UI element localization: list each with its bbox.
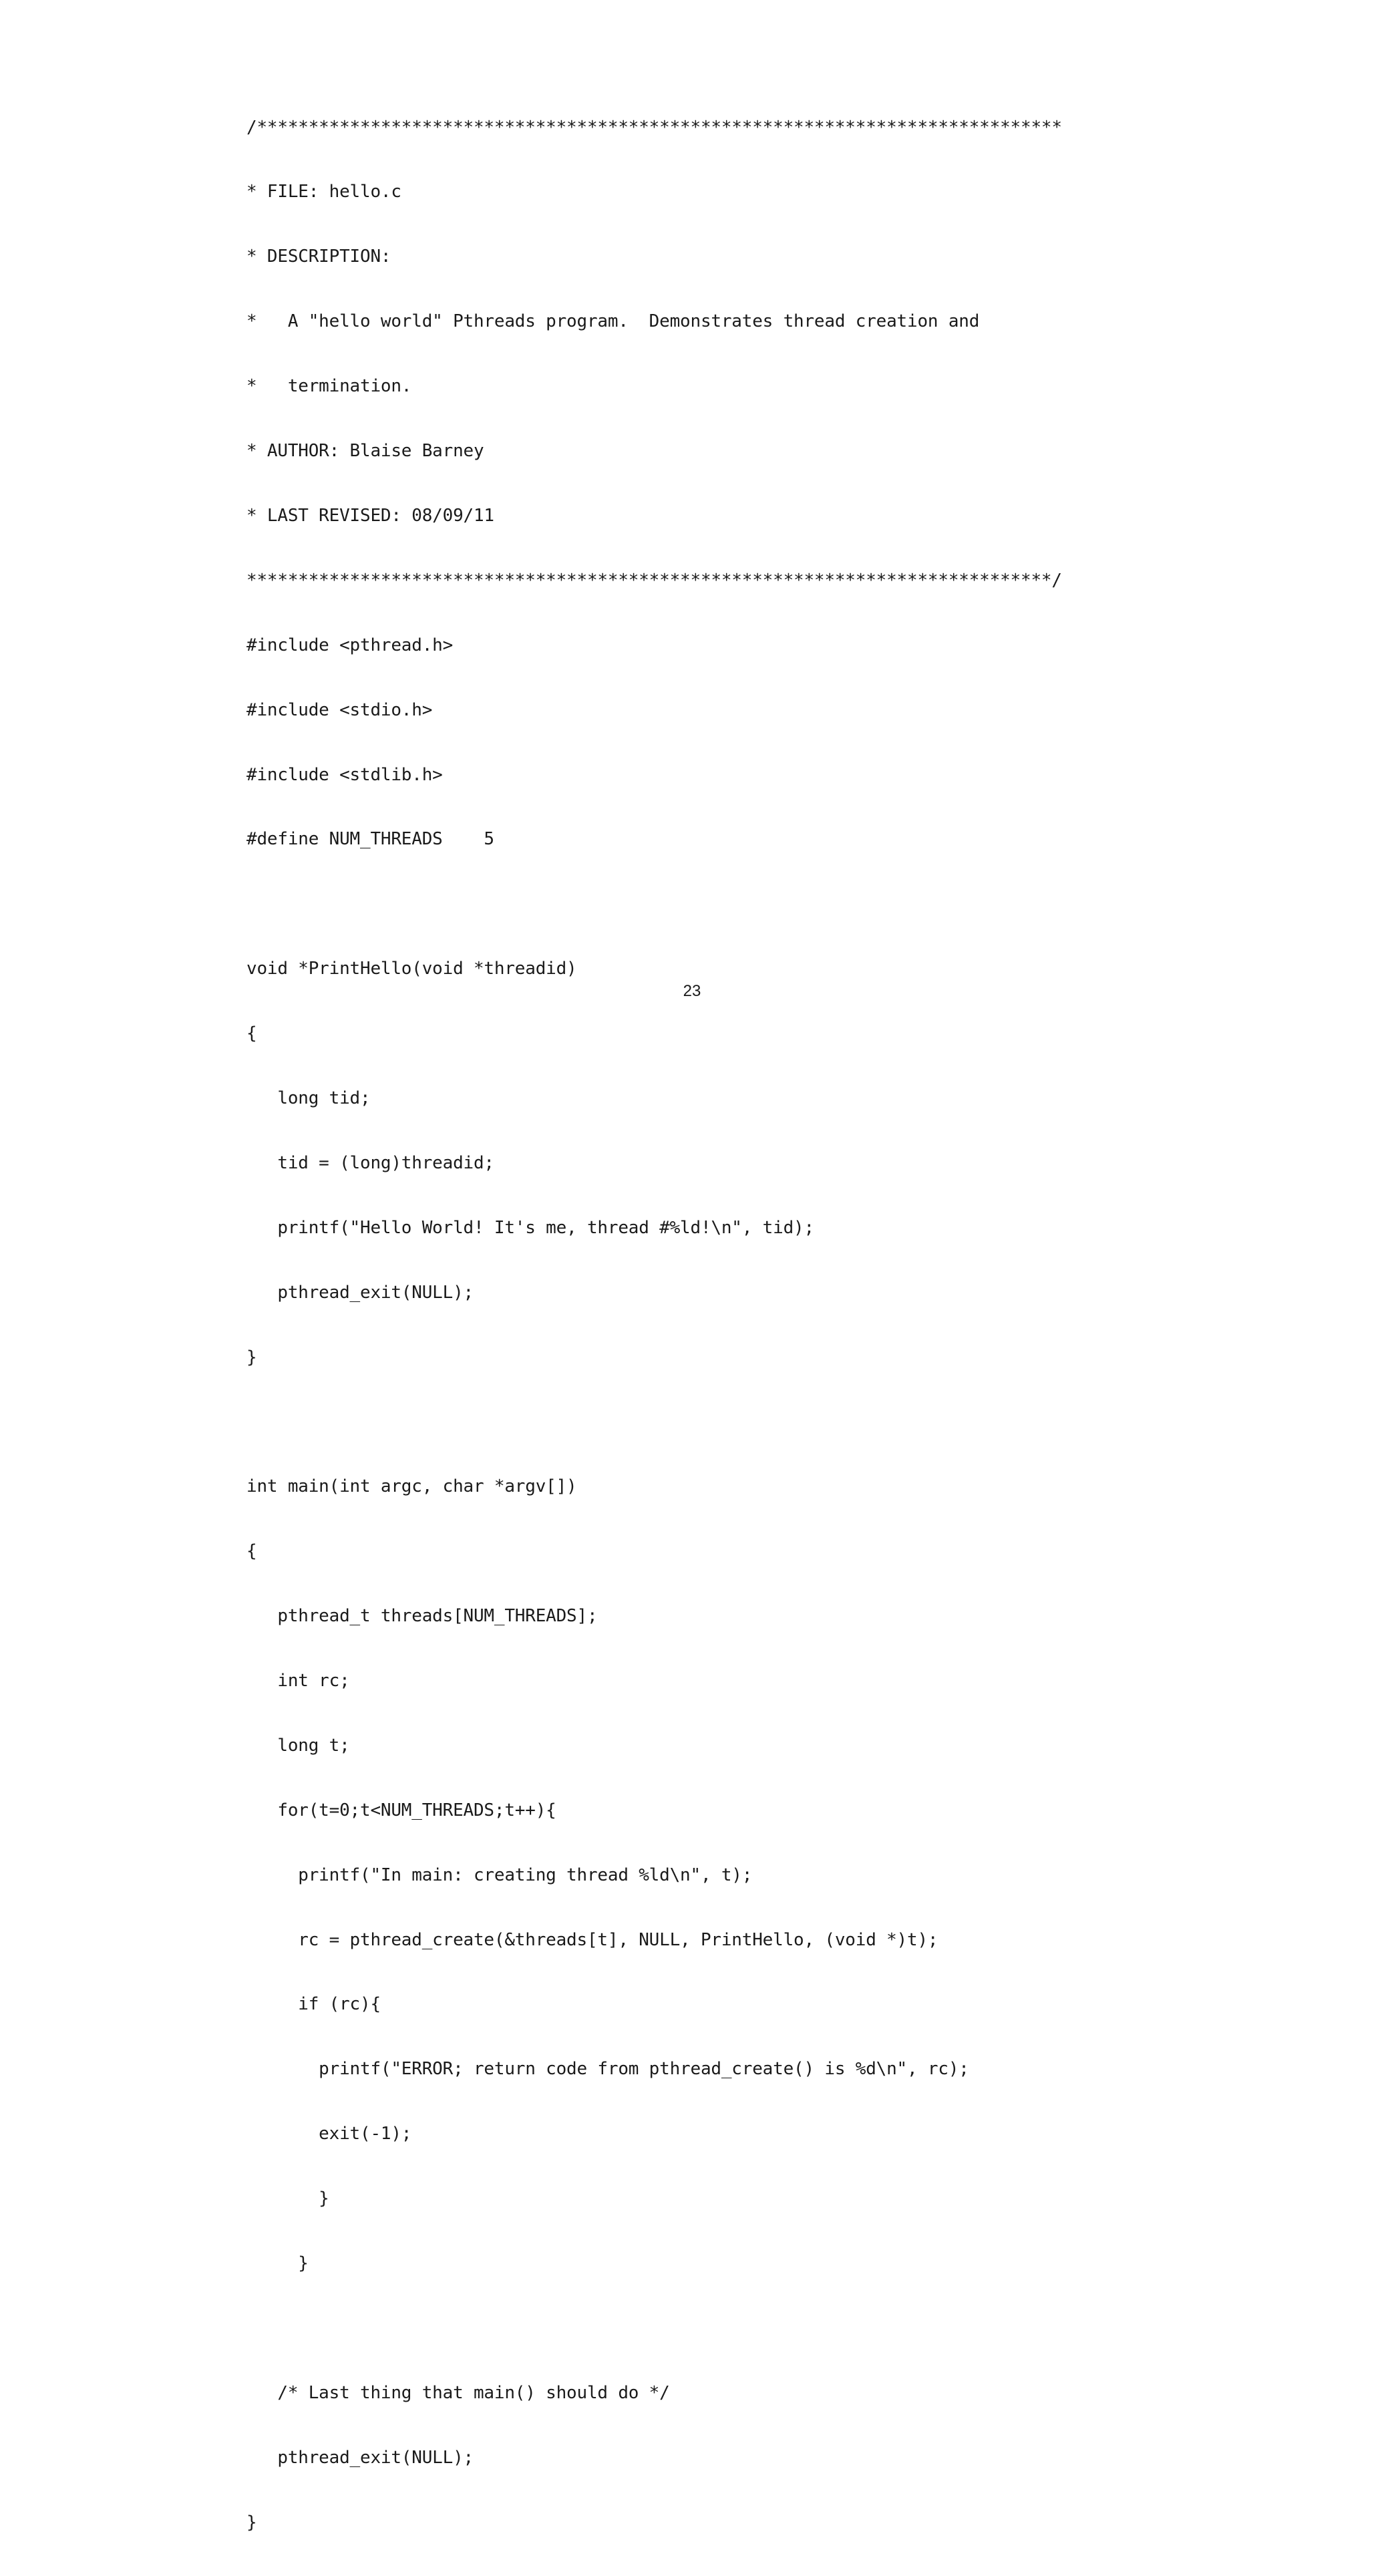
code-line: } (246, 1347, 257, 1367)
code-line: void *PrintHello(void *threadid) (246, 959, 577, 979)
code-line: * DESCRIPTION: (246, 247, 391, 267)
code-line: pthread_exit(NULL); (246, 2447, 474, 2468)
code-line: if (rc){ (246, 1994, 381, 2015)
code-line: rc = pthread_create(&threads[t], NULL, PrintHello, (void *)t); (246, 1929, 938, 1950)
code-listing (246, 73, 1062, 2576)
code-line: tid = (long)threadid; (246, 1152, 494, 1173)
code-line: printf("ERROR; return code from pthread_create() is %d\n", rc); (246, 2059, 969, 2080)
code-line: #include <stdlib.h> (246, 764, 443, 785)
code-line: pthread_exit(NULL); (246, 1282, 474, 1303)
code-line: /****************************************************************************** (246, 117, 1062, 138)
code-line: * termination. (246, 376, 412, 397)
code-line: pthread_t threads[NUM_THREADS]; (246, 1606, 598, 1627)
code-line (246, 1411, 1062, 1432)
code-line: for(t=0;t<NUM_THREADS;t++){ (246, 1800, 556, 1820)
code-line: long tid; (246, 1088, 371, 1108)
code-line: long t; (246, 1735, 350, 1756)
code-line: exit(-1); (246, 2124, 412, 2144)
code-line: * FILE: hello.c (246, 182, 401, 202)
code-line: /* Last thing that main() should do */ (246, 2382, 670, 2403)
code-line: } (246, 2512, 257, 2533)
code-line: int rc; (246, 1670, 350, 1691)
code-line: printf("Hello World! It's me, thread #%ld!\n", tid); (246, 1217, 814, 1238)
code-line: } (246, 2189, 329, 2209)
code-line: { (246, 1023, 257, 1044)
code-line (246, 2317, 1062, 2339)
code-line: printf("In main: creating thread %ld\n", t); (246, 1865, 753, 1885)
code-line: * AUTHOR: Blaise Barney (246, 441, 484, 462)
page-number: 23 (683, 982, 701, 1000)
code-line: #include <pthread.h> (246, 635, 454, 655)
code-line: * A "hello world" Pthreads program. Demonstrates thread creation and (246, 311, 980, 332)
code-line: { (246, 1541, 257, 1562)
code-line: * LAST REVISED: 08/09/11 (246, 505, 494, 526)
code-line: } (246, 2253, 309, 2273)
code-line: int main(int argc, char *argv[]) (246, 1476, 577, 1497)
code-line: #include <stdio.h> (246, 699, 433, 720)
code-line (246, 893, 1062, 915)
code-line: ******************************************************************************/ (246, 570, 1062, 591)
code-line: #define NUM_THREADS 5 (246, 829, 494, 850)
